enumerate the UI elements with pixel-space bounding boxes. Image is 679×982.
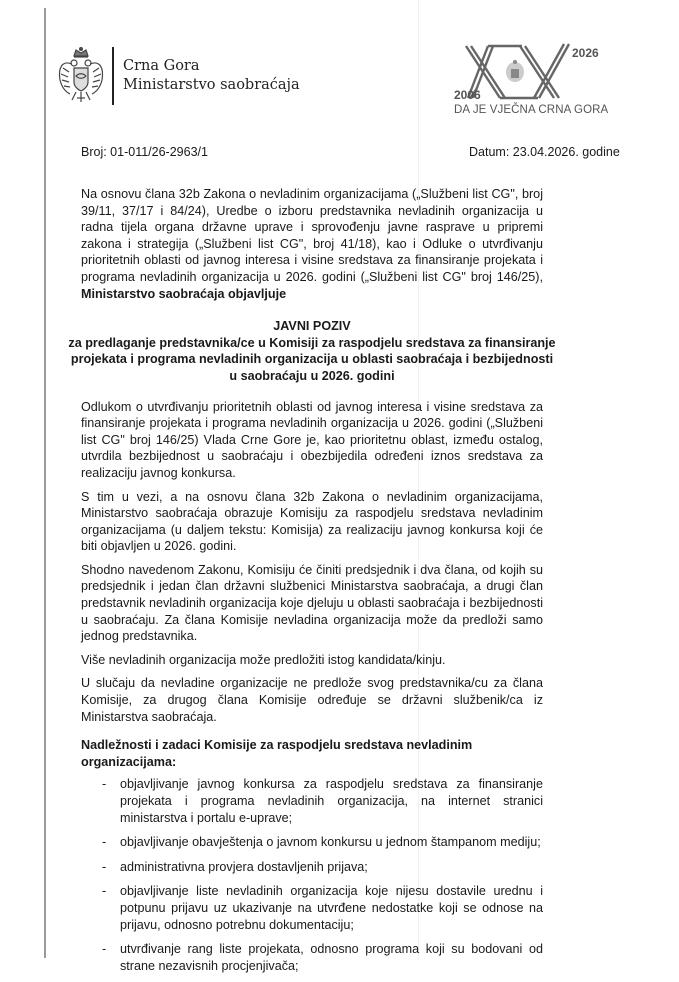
anniversary-logo [452, 40, 607, 120]
paragraph-2: S tim u vezi, a na osnovu člana 32b Zakona o nevladinim organizacijama, Ministarstvo saobraćaja obrazuje Komisiju za raspodjelu sredstava nevladinim organizacijama (u daljem tekstu: Komisija) za realizaciju javnog konkursa koji će biti objavljen u 2026. godini. [81, 489, 543, 554]
dash-bullet-icon: - [102, 777, 107, 792]
dash-bullet-icon: - [102, 859, 107, 874]
document-number: Broj: 01-011/26-2963/1 [81, 145, 208, 159]
page-edge-line [44, 8, 46, 958]
header-divider [112, 47, 114, 105]
country-name: Crna Gora [123, 58, 200, 74]
logo-motto: DA JE VJEČNA CRNA GORA [454, 104, 609, 116]
title-main: JAVNI POZIV [273, 319, 351, 334]
section-heading: Nadležnosti i zadaci Komisije za raspodjelu sredstava nevladinim organizacijama: [81, 738, 473, 769]
paragraph-4: Više nevladinih organizacija može predložiti istog kandidata/kinju. [81, 652, 446, 667]
dash-bullet-icon: - [102, 835, 107, 850]
list-item: - objavljivanje javnog konkursa za raspodjelu sredstava za finansiranje projekata i programa nevladinih organizacija, na internet stranici ministarstva i portalu e-uprave; [102, 777, 543, 825]
list-item: - administrativna provjera dostavljenih prijava; [102, 859, 368, 874]
document-title [67, 318, 557, 384]
list-item: - utvrđivanje rang liste projekata, odnosno programa koji su bodovani od strane nezavisnih procjenjivača; [102, 942, 543, 973]
duties-list [81, 776, 543, 974]
coat-of-arms-icon [54, 46, 108, 106]
ministry-name-block [123, 57, 300, 95]
dash-bullet-icon: - [102, 942, 107, 957]
list-item: - objavljivanje liste nevladinih organizacija koje nijesu dostavile urednu i potpunu prijavu uz ukazivanje na utvrđene nedostatke koji se odnose na prijavu, odnosno potrebnu dokumentaciju; [102, 884, 543, 932]
paragraph-5: U slučaju da nevladine organizacije ne predlože svog predstavnika/cu za člana Komisije, za drugog člana Komisije određuje se državni službenik/ca iz Ministarstva saobraćaja. [81, 676, 543, 724]
paragraph-3: Shodno navedenom Zakonu, Komisiju će činiti predsjednik i dva člana, od kojih su predsjednik i jedan član državni službenici Ministarstva saobraćaja, a drugi član predstavnik nevladinih organizacija koje djeluju u oblasti saobraćaja i bezbijednosti u saobraćaju. Za člana Komisije nevladina organizacija može da predloži samo jednog predstavnika. [81, 562, 543, 644]
logo-year-start: 2006 [454, 88, 481, 102]
dash-bullet-icon: - [102, 884, 107, 899]
document-date: Datum: 23.04.2026. godine [469, 145, 620, 159]
paragraph-1: Odlukom o utvrđivanju prioritetnih oblasti od javnog interesa i visine sredstava za finansiranje projekata i programa nevladinih organizacija u 2026. godini („Službeni list CG" broj 146/25) Vlada Crne Gore je, kao prioritetnu oblast, između ostalog, utvrdila bezbijednost u saobraćaju i obezbijedila određeni iznos sredstava za realizaciju javnog konkursa. [81, 399, 543, 480]
intro-paragraph [81, 186, 543, 302]
list-item: - objavljivanje obavještenja o javnom konkursu u jednom štampanom mediju; [102, 835, 541, 850]
document-body [68, 186, 556, 982]
ministry-name: Ministarstvo saobraćaja [123, 77, 300, 93]
logo-year-end: 2026 [572, 46, 599, 60]
title-subtitle: za predlaganje predstavnika/ce u Komisiji za raspodjelu sredstava za finansiranje projekata i programa nevladinih organizacija u oblasti saobraćaja i bezbijednosti u saobraćaju u 2026. godini [68, 335, 556, 383]
ministry-header [54, 46, 300, 106]
intro-text: Na osnovu člana 32b Zakona o nevladinim organizacijama („Službeni list CG", broj 39/11, 37/17 i 84/24), Uredbe o izboru predstavnika nevladinih organizacija u radna tijela organa državne uprave i sprovođenju javne rasprave u pripremi zakona i strategija („Službeni list CG", broj 41/18), kao i Odluke o utvrđivanju prioritetnih oblasti od javnog interesa i visine sredstava za finansiranje projekata i programa nevladinih organizacija u 2026. godini („Službeni list CG" broj 146/25), [81, 187, 543, 284]
intro-bold-tail: Ministarstvo saobraćaja objavljuje [81, 286, 287, 301]
